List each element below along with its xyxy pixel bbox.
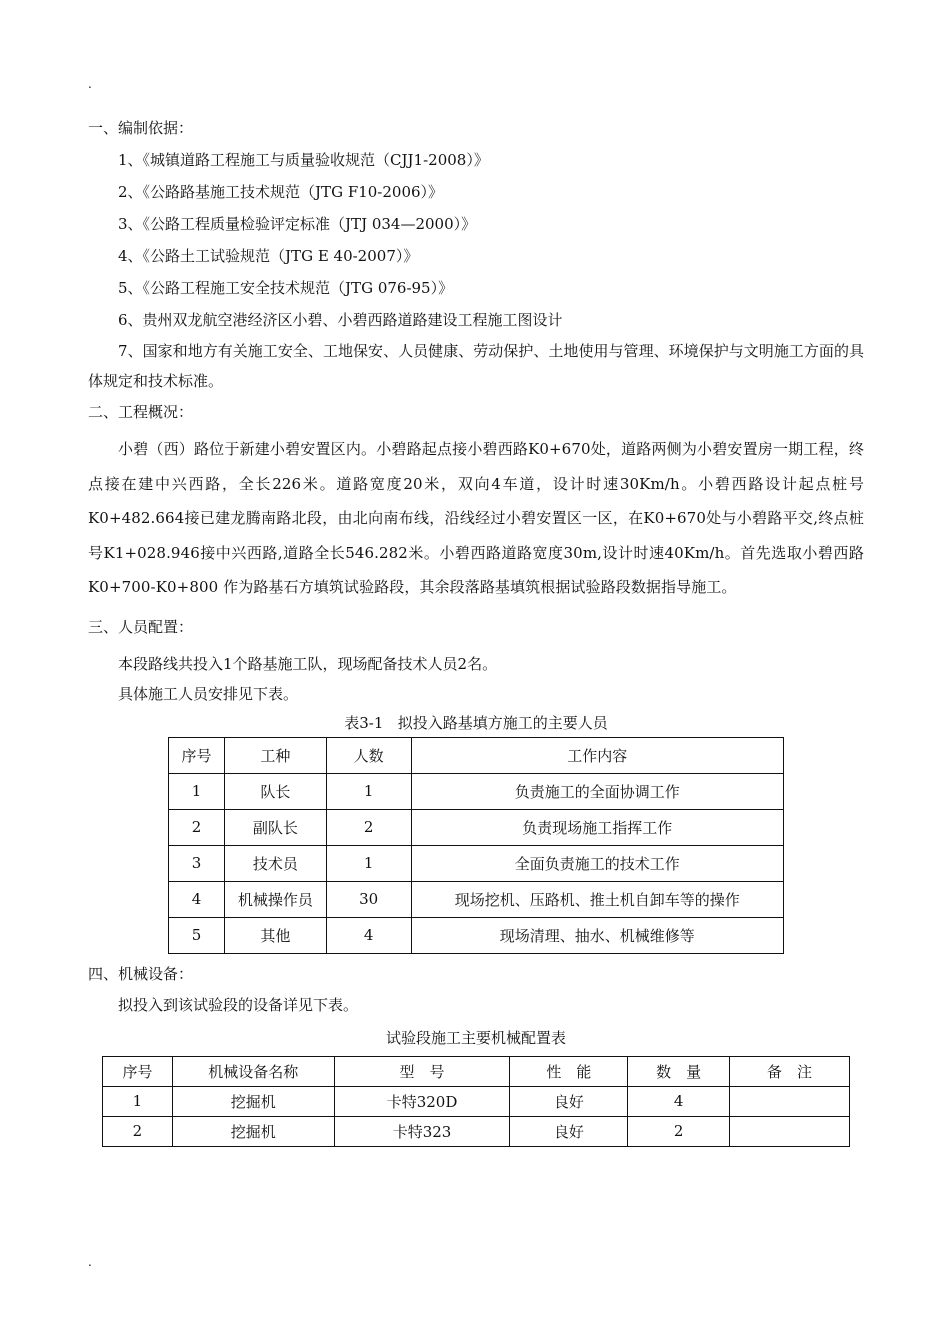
page-marker-dot: . — [88, 77, 92, 91]
table-header-row — [103, 1056, 850, 1086]
table-cell: 4 — [326, 917, 411, 953]
column-header: 序号 — [169, 737, 225, 773]
table-cell: 1 — [326, 773, 411, 809]
table-row — [169, 845, 784, 881]
column-header: 备 注 — [730, 1056, 850, 1086]
table-row — [169, 773, 784, 809]
table-row — [169, 809, 784, 845]
staffing-text: 具体施工人员安排见下表。 — [118, 684, 299, 703]
table-cell: 技术员 — [224, 845, 326, 881]
table-cell: 机械操作员 — [224, 881, 326, 917]
reference-item: 1、《城镇道路工程施工与质量验收规范（CJJ1-2008）》 — [118, 151, 489, 169]
equipment-text: 拟投入到该试验段的设备详见下表。 — [118, 995, 359, 1014]
table-cell: 现场清理、抽水、机械维修等 — [411, 917, 783, 953]
table-cell: 1 — [326, 845, 411, 881]
section-heading-overview: 二、工程概况： — [88, 403, 194, 421]
table-cell: 卡特323 — [334, 1116, 510, 1146]
table-cell: 队长 — [224, 773, 326, 809]
table-cell: 副队长 — [224, 809, 326, 845]
table-cell: 良好 — [510, 1086, 628, 1116]
table-row — [103, 1086, 850, 1116]
table-cell: 现场挖机、压路机、推土机自卸车等的操作 — [411, 881, 783, 917]
table-cell: 全面负责施工的技术工作 — [411, 845, 783, 881]
staffing-text: 本段路线共投入1个路基施工队，现场配备技术人员2名。 — [118, 654, 498, 673]
table-cell: 卡特320D — [334, 1086, 510, 1116]
section-heading-basis: 一、编制依据： — [88, 119, 194, 137]
column-header: 数 量 — [628, 1056, 730, 1086]
table-row — [169, 881, 784, 917]
reference-item: 5、《公路工程施工安全技术规范（JTG 076-95）》 — [118, 279, 454, 297]
staff-table — [168, 737, 784, 954]
table-cell: 5 — [169, 917, 225, 953]
equipment-table — [102, 1056, 850, 1147]
overview-paragraph: 小碧（西）路位于新建小碧安置区内。小碧路起点接小碧西路K0+670处，道路两侧为小碧安置房一期工程，终点接在建中兴西路，全长226米。道路宽度20米，双向4车道，设计时速30Km/h。小碧西路设计起点桩号K0+482.664接已建龙腾南路北段，由北向南布线，沿线经过小碧安置区一区，在K0+670处与小碧路平交,终点桩号K1+028.946接中兴西路,道路全长546.282米。小碧西路道路宽度30m,设计时速40Km/h。首先选取小碧西路 K0+700-K0+800 作为路基石方填筑试验路段，其余段落路基填筑根据试验路段数据指导施工。 — [88, 440, 864, 596]
column-header: 序号 — [103, 1056, 173, 1086]
column-header: 人数 — [326, 737, 411, 773]
table-cell: 2 — [103, 1116, 173, 1146]
table-cell: 4 — [169, 881, 225, 917]
table-row — [103, 1116, 850, 1146]
document-body — [88, 112, 864, 1147]
section-heading-staffing: 三、人员配置： — [88, 617, 194, 636]
reference-item: 7、国家和地方有关施工安全、工地保安、人员健康、劳动保护、土地使用与管理、环境保护与文明施工方面的具体规定和技术标准。 — [88, 342, 864, 390]
table-cell: 负责现场施工指挥工作 — [411, 809, 783, 845]
column-header: 性 能 — [510, 1056, 628, 1086]
table-cell: 2 — [326, 809, 411, 845]
table-header-row — [169, 737, 784, 773]
table-cell: 其他 — [224, 917, 326, 953]
table-caption: 表3-1 拟投入路基填方施工的主要人员 — [344, 713, 608, 732]
table-cell: 3 — [169, 845, 225, 881]
table-cell: 负责施工的全面协调工作 — [411, 773, 783, 809]
table-cell: 30 — [326, 881, 411, 917]
table-cell — [730, 1086, 850, 1116]
section-heading-equipment: 四、机械设备： — [88, 964, 194, 983]
table-cell: 2 — [628, 1116, 730, 1146]
reference-item: 6、贵州双龙航空港经济区小碧、小碧西路道路建设工程施工图设计 — [118, 311, 563, 329]
table-row — [169, 917, 784, 953]
table-cell: 4 — [628, 1086, 730, 1116]
column-header: 工作内容 — [411, 737, 783, 773]
table-cell: 2 — [169, 809, 225, 845]
table-cell: 1 — [169, 773, 225, 809]
column-header: 机械设备名称 — [172, 1056, 334, 1086]
page-marker-dot: . — [88, 1255, 92, 1269]
table-cell — [730, 1116, 850, 1146]
reference-item: 2、《公路路基施工技术规范（JTG F10-2006）》 — [118, 183, 444, 201]
table-cell: 挖掘机 — [172, 1086, 334, 1116]
table-cell: 1 — [103, 1086, 173, 1116]
table-cell: 挖掘机 — [172, 1116, 334, 1146]
reference-item: 3、《公路工程质量检验评定标准（JTJ 034—2000）》 — [118, 215, 477, 233]
column-header: 型 号 — [334, 1056, 510, 1086]
reference-item: 4、《公路土工试验规范（JTG E 40-2007）》 — [118, 247, 419, 265]
table-caption: 试验段施工主要机械配置表 — [385, 1028, 566, 1047]
table-cell: 良好 — [510, 1116, 628, 1146]
column-header: 工种 — [224, 737, 326, 773]
